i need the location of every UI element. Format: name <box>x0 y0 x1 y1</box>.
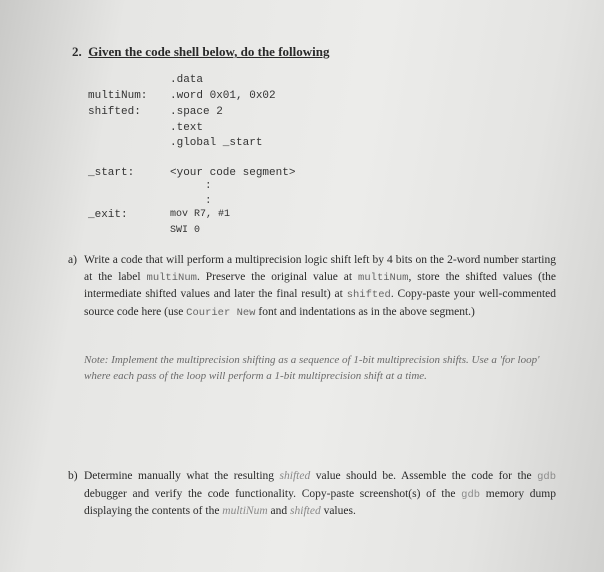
question-title <box>72 44 329 60</box>
part-b-text: Determine manually what the resulting shifted value should be. Assemble the code for the gdb debugger and verify the code functionality. Copy-paste screenshot(s) of the gdb memory dump displaying the contents of the multiNum and shifted values. <box>84 470 556 517</box>
code-shifted-value: .space 2 <box>170 106 223 118</box>
code-exit-label: _exit: <box>88 209 128 221</box>
code-shifted-label: shifted: <box>88 106 141 118</box>
code-data-directive: .data <box>170 74 204 86</box>
code-text-directive: .text <box>170 122 204 134</box>
code-ellipsis-1: : <box>205 180 212 192</box>
part-a-marker: a) <box>68 254 77 266</box>
part-a <box>68 252 556 321</box>
question-heading: Given the code shell below, do the following <box>88 44 330 59</box>
code-multinum-value: .word 0x01, 0x02 <box>170 90 276 102</box>
code-multinum-label: multiNum: <box>88 90 148 102</box>
code-start-value: <your code segment> <box>170 167 296 179</box>
code-ellipsis-2: : <box>205 195 212 207</box>
question-number: 2. <box>72 44 82 59</box>
part-b-marker: b) <box>68 470 78 482</box>
code-exit-line-2: SWI 0 <box>170 225 201 236</box>
code-exit-line-1: mov R7, #1 <box>170 209 231 220</box>
code-start-label: _start: <box>88 167 135 179</box>
part-a-text: Write a code that will perform a multiprecision logic shift left by 4 bits on the 2-word number starting at the label multiNum. Preserve the original value at multiNum, store the shifted values (the intermediate shifted values and later the final result) at shifted. Copy-paste your well-commented source code here (use Courier New font and indentations as in the above segment.) <box>84 254 556 319</box>
code-global-directive: .global _start <box>170 137 263 149</box>
part-a-note: Note: Implement the multiprecision shifting as a sequence of 1-bit multiprecision shifts. Use a 'for loop' where each pass of the loop will perform a 1-bit multiprecision shift at a time. <box>84 354 540 382</box>
part-b <box>68 468 556 520</box>
